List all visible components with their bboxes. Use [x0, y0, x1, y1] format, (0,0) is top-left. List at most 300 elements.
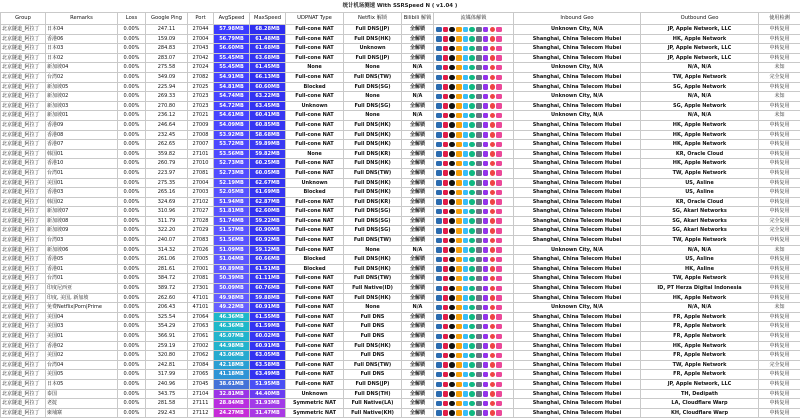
streaming-service-icon: [490, 401, 496, 407]
streaming-cell: [434, 236, 514, 246]
inbound-geo-cell: Shanghai, China Telecom Hubei: [514, 379, 641, 389]
loss-cell: 0.00%: [118, 72, 146, 82]
streaming-service-icon: [449, 410, 455, 416]
col-port: Port: [188, 13, 214, 25]
streaming-service-icon: [483, 55, 489, 61]
streaming-service-icon: [469, 238, 475, 244]
streaming-service-icon: [436, 84, 442, 90]
port-cell: 27028: [188, 216, 214, 226]
streaming-service-icon: [476, 122, 482, 128]
streaming-service-icon: [463, 36, 469, 42]
streaming-service-icon: [469, 228, 475, 234]
streaming-service-icon: [436, 132, 442, 138]
streaming-service-icon: [490, 295, 496, 301]
results-table: [0, 12, 800, 418]
udpnat-cell: Symmetric NAT: [286, 408, 344, 418]
port-cell: 27029: [188, 226, 214, 236]
streaming-service-icon: [476, 314, 482, 320]
ping-cell: 270.80: [146, 101, 188, 111]
streaming-service-icon: [436, 75, 442, 81]
streaming-service-icon: [496, 151, 502, 157]
streaming-service-icon: [443, 151, 449, 157]
bilibili-cell: 全解锁: [402, 149, 434, 159]
inbound-geo-cell: Unknown City, N/A: [514, 25, 641, 35]
streaming-service-icon: [476, 170, 482, 176]
outbound-geo-cell: FR, Apple Network: [641, 312, 759, 322]
port-cell: 27061: [188, 332, 214, 342]
streaming-service-icon: [496, 343, 502, 349]
streaming-icons: [435, 274, 512, 283]
group-cell: 北京隧道_阿拉丁: [1, 53, 46, 63]
netflix-cell: Full DNS(TW): [344, 274, 402, 284]
streaming-service-icon: [490, 276, 496, 282]
streaming-service-icon: [463, 27, 469, 33]
max-speed-cell: 61.51MB: [250, 264, 286, 274]
loss-cell: 0.00%: [118, 207, 146, 217]
usage-check-cell: 完全复用: [759, 72, 800, 82]
table-row: [1, 82, 800, 92]
streaming-service-icon: [490, 84, 496, 90]
table-row: [1, 111, 800, 121]
inbound-geo-cell: Unknown City, N/A: [514, 92, 641, 102]
udpnat-cell: Blocked: [286, 188, 344, 198]
max-speed-cell: 62.60MB: [250, 207, 286, 217]
streaming-service-icon: [463, 142, 469, 148]
group-cell: 北京隧道_阿拉丁: [1, 149, 46, 159]
streaming-cell: [434, 379, 514, 389]
bilibili-cell: 全解锁: [402, 168, 434, 178]
usage-check-cell: 中转复用: [759, 255, 800, 265]
streaming-service-icon: [476, 410, 482, 416]
group-cell: 北京隧道_阿拉丁: [1, 274, 46, 284]
streaming-service-icon: [449, 247, 455, 253]
netflix-cell: None: [344, 245, 402, 255]
streaming-service-icon: [436, 401, 442, 407]
streaming-service-icon: [443, 276, 449, 282]
streaming-service-icon: [456, 199, 462, 205]
streaming-service-icon: [443, 324, 449, 330]
streaming-service-icon: [449, 257, 455, 263]
bilibili-cell: 全解锁: [402, 284, 434, 294]
usage-check-cell: 中转复用: [759, 341, 800, 351]
streaming-service-icon: [449, 180, 455, 186]
avg-speed-cell: 41.18MB: [214, 370, 250, 380]
usage-check-cell: 中转复用: [759, 312, 800, 322]
streaming-cell: [434, 44, 514, 54]
max-speed-cell: 60.92MB: [250, 236, 286, 246]
loss-cell: 0.00%: [118, 178, 146, 188]
remarks-cell: 美国01: [46, 332, 118, 342]
outbound-geo-cell: HK, Apple Network: [641, 140, 759, 150]
inbound-geo-cell: Shanghai, China Telecom Hubei: [514, 120, 641, 130]
streaming-service-icon: [490, 94, 496, 100]
bilibili-cell: 全解锁: [402, 120, 434, 130]
usage-check-cell: 中转复用: [759, 332, 800, 342]
streaming-service-icon: [456, 247, 462, 253]
table-row: [1, 197, 800, 207]
inbound-geo-cell: Shanghai, China Telecom Hubei: [514, 236, 641, 246]
streaming-service-icon: [469, 362, 475, 368]
bilibili-cell: 全解锁: [402, 341, 434, 351]
bilibili-cell: 全解锁: [402, 72, 434, 82]
ping-cell: 225.94: [146, 82, 188, 92]
table-row: [1, 25, 800, 35]
udpnat-cell: Full-cone NAT: [286, 53, 344, 63]
usage-check-cell: 中转复用: [759, 159, 800, 169]
streaming-service-icon: [476, 27, 482, 33]
streaming-service-icon: [436, 266, 442, 272]
netflix-cell: Full DNS(SG): [344, 82, 402, 92]
streaming-service-icon: [496, 276, 502, 282]
loss-cell: 0.00%: [118, 149, 146, 159]
streaming-service-icon: [496, 314, 502, 320]
remarks-cell: 香港02: [46, 341, 118, 351]
streaming-service-icon: [483, 257, 489, 263]
outbound-geo-cell: HK, Apple Network: [641, 130, 759, 140]
streaming-service-icon: [469, 295, 475, 301]
streaming-icons: [435, 169, 512, 178]
streaming-service-icon: [469, 113, 475, 119]
outbound-geo-cell: KR, Oracle Cloud: [641, 149, 759, 159]
streaming-service-icon: [436, 372, 442, 378]
netflix-cell: Full DNS(JP): [344, 53, 402, 63]
streaming-cell: [434, 303, 514, 313]
port-cell: 27082: [188, 72, 214, 82]
table-row: [1, 216, 800, 226]
streaming-service-icon: [496, 209, 502, 215]
streaming-service-icon: [483, 295, 489, 301]
streaming-service-icon: [463, 334, 469, 340]
max-speed-cell: 51.95MB: [250, 379, 286, 389]
max-speed-cell: 60.90MB: [250, 226, 286, 236]
streaming-service-icon: [490, 36, 496, 42]
streaming-service-icon: [490, 75, 496, 81]
max-speed-cell: 60.60MB: [250, 82, 286, 92]
usage-check-cell: 中转复用: [759, 82, 800, 92]
streaming-service-icon: [490, 314, 496, 320]
streaming-service-icon: [496, 353, 502, 359]
streaming-service-icon: [469, 94, 475, 100]
streaming-service-icon: [490, 27, 496, 33]
avg-speed-cell: 51.04MB: [214, 255, 250, 265]
loss-cell: 0.00%: [118, 101, 146, 111]
streaming-service-icon: [490, 247, 496, 253]
ping-cell: 259.19: [146, 341, 188, 351]
streaming-service-icon: [469, 170, 475, 176]
streaming-service-icon: [443, 218, 449, 224]
streaming-service-icon: [483, 94, 489, 100]
streaming-service-icon: [490, 391, 496, 397]
port-cell: 27081: [188, 168, 214, 178]
streaming-cell: [434, 399, 514, 409]
inbound-geo-cell: Shanghai, China Telecom Hubei: [514, 284, 641, 294]
streaming-service-icon: [456, 410, 462, 416]
table-row: [1, 245, 800, 255]
streaming-service-icon: [483, 113, 489, 119]
streaming-service-icon: [469, 382, 475, 388]
ping-cell: 261.06: [146, 255, 188, 265]
streaming-service-icon: [456, 84, 462, 90]
streaming-icons: [435, 409, 512, 418]
usage-check-cell: 中转复用: [759, 188, 800, 198]
streaming-service-icon: [443, 266, 449, 272]
streaming-service-icon: [496, 257, 502, 263]
streaming-service-icon: [490, 55, 496, 61]
group-cell: 北京隧道_阿拉丁: [1, 82, 46, 92]
streaming-icons: [435, 313, 512, 322]
streaming-service-icon: [449, 46, 455, 52]
streaming-service-icon: [449, 314, 455, 320]
remarks-cell: 新加坡03: [46, 101, 118, 111]
streaming-service-icon: [476, 55, 482, 61]
avg-speed-cell: 55.45MB: [214, 63, 250, 73]
streaming-service-icon: [469, 257, 475, 263]
ping-cell: 354.29: [146, 322, 188, 332]
outbound-geo-cell: N/A, N/A: [641, 92, 759, 102]
table-row: [1, 303, 800, 313]
streaming-service-icon: [490, 161, 496, 167]
table-row: [1, 351, 800, 361]
bilibili-cell: 全解锁: [402, 399, 434, 409]
loss-cell: 0.00%: [118, 274, 146, 284]
streaming-service-icon: [490, 142, 496, 148]
udpnat-cell: Full-cone NAT: [286, 274, 344, 284]
netflix-cell: Full DNS(HK): [344, 188, 402, 198]
ping-cell: 232.45: [146, 130, 188, 140]
remarks-cell: 香港07: [46, 140, 118, 150]
port-cell: 27084: [188, 360, 214, 370]
netflix-cell: Full DNS(HK): [344, 264, 402, 274]
streaming-service-icon: [449, 36, 455, 42]
usage-check-cell: 中转复用: [759, 322, 800, 332]
remarks-cell: 日本05: [46, 379, 118, 389]
streaming-service-icon: [449, 65, 455, 71]
max-speed-cell: 31.93MB: [250, 399, 286, 409]
streaming-cell: [434, 207, 514, 217]
outbound-geo-cell: N/A, N/A: [641, 245, 759, 255]
loss-cell: 0.00%: [118, 370, 146, 380]
loss-cell: 0.00%: [118, 82, 146, 92]
streaming-service-icon: [496, 27, 502, 33]
streaming-service-icon: [463, 84, 469, 90]
streaming-service-icon: [476, 113, 482, 119]
max-speed-cell: 60.91MB: [250, 303, 286, 313]
streaming-service-icon: [483, 190, 489, 196]
group-cell: 北京隧道_阿拉丁: [1, 168, 46, 178]
remarks-cell: 香港10: [46, 159, 118, 169]
streaming-service-icon: [496, 113, 502, 119]
avg-speed-cell: 51.94MB: [214, 197, 250, 207]
loss-cell: 0.00%: [118, 351, 146, 361]
outbound-geo-cell: TW, Apple Network: [641, 360, 759, 370]
outbound-geo-cell: TH, Dedipath: [641, 389, 759, 399]
streaming-service-icon: [469, 27, 475, 33]
ping-cell: 262.65: [146, 140, 188, 150]
streaming-service-icon: [443, 161, 449, 167]
ping-cell: 240.96: [146, 379, 188, 389]
streaming-service-icon: [443, 238, 449, 244]
ping-cell: 310.96: [146, 207, 188, 217]
streaming-service-icon: [436, 180, 442, 186]
ping-cell: 275.35: [146, 178, 188, 188]
max-speed-cell: 59.88MB: [250, 293, 286, 303]
loss-cell: 0.00%: [118, 408, 146, 418]
streaming-service-icon: [463, 257, 469, 263]
streaming-service-icon: [443, 27, 449, 33]
streaming-service-icon: [496, 382, 502, 388]
group-cell: 北京隧道_阿拉丁: [1, 92, 46, 102]
streaming-service-icon: [469, 209, 475, 215]
streaming-service-icon: [476, 334, 482, 340]
avg-speed-cell: 42.18MB: [214, 360, 250, 370]
ping-cell: 242.81: [146, 360, 188, 370]
ping-cell: 314.32: [146, 245, 188, 255]
max-speed-cell: 60.76MB: [250, 284, 286, 294]
udpnat-cell: Full-cone NAT: [286, 44, 344, 54]
port-cell: 27081: [188, 274, 214, 284]
bilibili-cell: 全解锁: [402, 389, 434, 399]
streaming-icons: [435, 179, 512, 188]
max-speed-cell: 59.89MB: [250, 140, 286, 150]
streaming-service-icon: [463, 382, 469, 388]
udpnat-cell: Full-cone NAT: [286, 168, 344, 178]
streaming-service-icon: [490, 122, 496, 128]
streaming-service-icon: [483, 286, 489, 292]
streaming-service-icon: [490, 46, 496, 52]
bilibili-cell: 全解锁: [402, 322, 434, 332]
streaming-service-icon: [490, 362, 496, 368]
table-row: [1, 264, 800, 274]
streaming-service-icon: [463, 199, 469, 205]
streaming-service-icon: [469, 276, 475, 282]
streaming-service-icon: [436, 151, 442, 157]
table-row: [1, 226, 800, 236]
ping-cell: 260.79: [146, 159, 188, 169]
remarks-cell: 香港05: [46, 255, 118, 265]
streaming-cell: [434, 332, 514, 342]
streaming-service-icon: [469, 286, 475, 292]
streaming-service-icon: [443, 180, 449, 186]
max-speed-cell: 63.45MB: [250, 101, 286, 111]
streaming-service-icon: [476, 266, 482, 272]
streaming-service-icon: [469, 36, 475, 42]
streaming-service-icon: [463, 161, 469, 167]
streaming-service-icon: [449, 276, 455, 282]
netflix-cell: Full DNS(SG): [344, 101, 402, 111]
usage-check-cell: 中转复用: [759, 264, 800, 274]
streaming-service-icon: [436, 305, 442, 311]
streaming-service-icon: [463, 65, 469, 71]
avg-speed-cell: 51.74MB: [214, 216, 250, 226]
inbound-geo-cell: Shanghai, China Telecom Hubei: [514, 399, 641, 409]
group-cell: 北京隧道_阿拉丁: [1, 399, 46, 409]
udpnat-cell: Full-cone NAT: [286, 207, 344, 217]
streaming-service-icon: [496, 36, 502, 42]
streaming-service-icon: [436, 113, 442, 119]
streaming-service-icon: [436, 391, 442, 397]
remarks-cell: 韩国02: [46, 197, 118, 207]
port-cell: 27043: [188, 44, 214, 54]
loss-cell: 0.00%: [118, 53, 146, 63]
udpnat-cell: Full-cone NAT: [286, 370, 344, 380]
streaming-icons: [435, 246, 512, 255]
streaming-service-icon: [443, 170, 449, 176]
streaming-service-icon: [490, 218, 496, 224]
max-speed-cell: 66.13MB: [250, 72, 286, 82]
netflix-cell: Full DNS(KR): [344, 149, 402, 159]
streaming-service-icon: [449, 113, 455, 119]
streaming-service-icon: [436, 170, 442, 176]
loss-cell: 0.00%: [118, 389, 146, 399]
streaming-service-icon: [476, 228, 482, 234]
streaming-service-icon: [436, 27, 442, 33]
streaming-service-icon: [483, 161, 489, 167]
streaming-service-icon: [463, 343, 469, 349]
netflix-cell: Full DNS(TW): [344, 168, 402, 178]
netflix-cell: Full DNS(HK): [344, 34, 402, 44]
inbound-geo-cell: Shanghai, China Telecom Hubei: [514, 322, 641, 332]
netflix-cell: Full Native(KH): [344, 408, 402, 418]
ping-cell: 246.64: [146, 120, 188, 130]
bilibili-cell: 全解锁: [402, 44, 434, 54]
udpnat-cell: Blocked: [286, 82, 344, 92]
streaming-service-icon: [443, 401, 449, 407]
streaming-service-icon: [456, 228, 462, 234]
ping-cell: 317.99: [146, 370, 188, 380]
streaming-service-icon: [496, 170, 502, 176]
udpnat-cell: Full-cone NAT: [286, 351, 344, 361]
col-avg-speed: AvgSpeed: [214, 13, 250, 25]
netflix-cell: Full DNS(HK): [344, 159, 402, 169]
streaming-service-icon: [483, 170, 489, 176]
bilibili-cell: 全解锁: [402, 34, 434, 44]
remarks-cell: 香港08: [46, 130, 118, 140]
streaming-service-icon: [483, 84, 489, 90]
streaming-service-icon: [436, 238, 442, 244]
streaming-cell: [434, 312, 514, 322]
udpnat-cell: Full-cone NAT: [286, 130, 344, 140]
loss-cell: 0.00%: [118, 341, 146, 351]
outbound-geo-cell: US, Asline: [641, 255, 759, 265]
table-row: [1, 34, 800, 44]
avg-speed-cell: 50.89MB: [214, 264, 250, 274]
streaming-service-icon: [483, 238, 489, 244]
bilibili-cell: 全解锁: [402, 178, 434, 188]
streaming-service-icon: [443, 132, 449, 138]
streaming-icons: [435, 303, 512, 312]
ping-cell: 240.07: [146, 236, 188, 246]
streaming-service-icon: [483, 180, 489, 186]
port-cell: 27004: [188, 178, 214, 188]
udpnat-cell: Full-cone NAT: [286, 159, 344, 169]
remarks-cell: 新加坡08: [46, 216, 118, 226]
streaming-service-icon: [463, 410, 469, 416]
outbound-geo-cell: N/A, N/A: [641, 111, 759, 121]
inbound-geo-cell: Shanghai, China Telecom Hubei: [514, 168, 641, 178]
streaming-cell: [434, 322, 514, 332]
streaming-icons: [435, 322, 512, 331]
streaming-icons: [435, 35, 512, 44]
streaming-service-icon: [490, 209, 496, 215]
streaming-service-icon: [490, 151, 496, 157]
remarks-cell: 台湾02: [46, 72, 118, 82]
group-cell: 北京隧道_阿拉丁: [1, 264, 46, 274]
remarks-cell: 台湾01: [46, 274, 118, 284]
group-cell: 北京隧道_阿拉丁: [1, 332, 46, 342]
streaming-service-icon: [456, 314, 462, 320]
netflix-cell: Full DNS(TW): [344, 236, 402, 246]
streaming-icons: [435, 92, 512, 101]
